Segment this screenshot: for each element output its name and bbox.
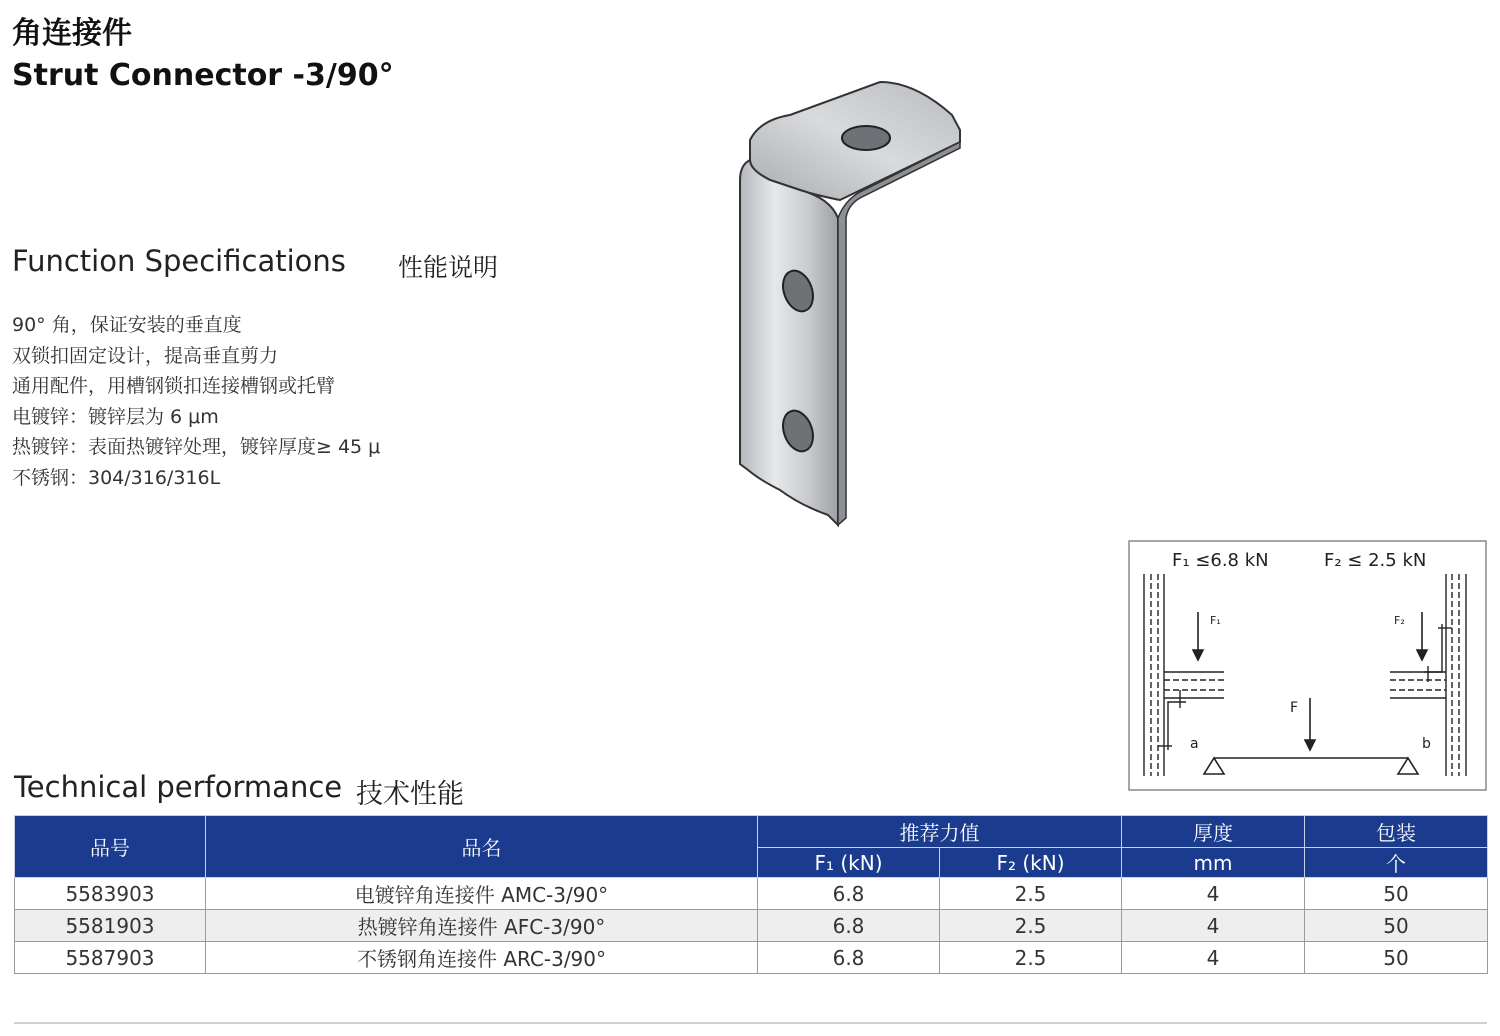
technical-performance-heading-cn: 技术性能 (356, 779, 464, 810)
load-diagram (1128, 540, 1488, 792)
cell-packing: 50 (1305, 910, 1488, 942)
cell-packing: 50 (1305, 878, 1488, 910)
cell-thickness: 4 (1122, 942, 1305, 974)
spec-item: 热镀锌：表面热镀锌处理，镀锌厚度≥ 45 μ (12, 436, 381, 458)
function-spec-list (12, 310, 380, 493)
header-part-number: 品号 (15, 816, 206, 878)
technical-performance-heading: Technical performance (14, 770, 343, 804)
spec-item: 90° 角，保证安装的垂直度 (12, 314, 242, 336)
cell-part-number: 5583903 (15, 878, 206, 910)
angle-bracket-illustration (720, 70, 980, 530)
cell-part-number: 5581903 (15, 910, 206, 942)
page-title-english: Strut Connector -3/90° (12, 58, 394, 93)
page-title-chinese: 角连接件 (12, 16, 132, 51)
spec-item: 不锈钢：304/316/316L (12, 466, 221, 489)
cell-f2: 2.5 (940, 942, 1122, 974)
f2-limit-label: F₂ ≤ 2.5 kN (1324, 550, 1427, 571)
header-product-name: 品名 (206, 816, 758, 878)
f2-arrow-label: F₂ (1394, 614, 1405, 627)
table-row (15, 942, 1488, 974)
function-specifications-heading-cn: 性能说明 (398, 253, 499, 282)
f-arrow-label: F (1290, 700, 1299, 716)
header-thickness: 厚度 (1122, 816, 1305, 848)
bottom-divider (14, 1022, 1487, 1024)
table-row (15, 910, 1488, 942)
cell-f1: 6.8 (758, 878, 940, 910)
spec-item: 通用配件，用槽钢锁扣连接槽钢或托臂 (12, 375, 336, 397)
label-b: b (1422, 736, 1431, 752)
cell-thickness: 4 (1122, 878, 1305, 910)
bracket-edge (838, 142, 960, 525)
spec-item: 电镀锌：镀锌层为 6 μm (12, 405, 219, 428)
f1-arrow-label: F₁ (1210, 614, 1221, 627)
header-packing-unit: 个 (1305, 848, 1488, 878)
cell-product-name: 热镀锌角连接件 AFC-3/90° (206, 910, 758, 942)
cell-f1: 6.8 (758, 942, 940, 974)
header-recommended-force: 推荐力值 (758, 816, 1122, 848)
bracket-hole-top (842, 126, 890, 150)
cell-product-name: 电镀锌角连接件 AMC-3/90° (206, 878, 758, 910)
cell-packing: 50 (1305, 942, 1488, 974)
f1-limit-label: F₁ ≤6.8 kN (1172, 550, 1269, 571)
header-f1: F₁ (kN) (758, 848, 940, 878)
spec-item: 双锁扣固定设计，提高垂直剪力 (12, 344, 279, 367)
technical-table (14, 815, 1488, 974)
cell-f1: 6.8 (758, 910, 940, 942)
bracket-vertical-face (740, 160, 838, 525)
header-packing: 包装 (1305, 816, 1488, 848)
label-a: a (1190, 736, 1199, 752)
header-thickness-unit: mm (1122, 848, 1305, 878)
cell-product-name: 不锈钢角连接件 ARC-3/90° (206, 942, 758, 974)
cell-part-number: 5587903 (15, 942, 206, 974)
header-f2: F₂ (kN) (940, 848, 1122, 878)
cell-f2: 2.5 (940, 878, 1122, 910)
table-row (15, 878, 1488, 910)
cell-thickness: 4 (1122, 910, 1305, 942)
function-specifications-heading: Function Specifications (12, 244, 346, 278)
diagram-frame (1129, 541, 1486, 790)
cell-f2: 2.5 (940, 910, 1122, 942)
